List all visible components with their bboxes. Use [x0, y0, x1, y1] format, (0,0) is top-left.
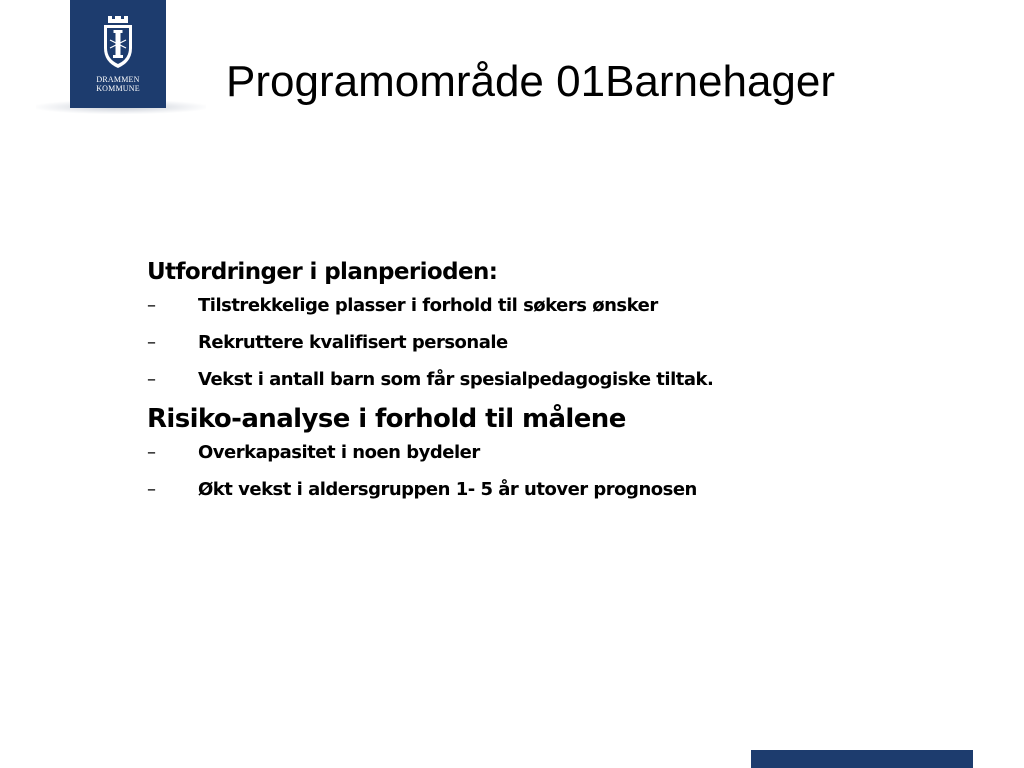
- list-item: [147, 368, 927, 392]
- dash-bullet: –: [147, 479, 156, 500]
- list-item-text: Økt vekst i aldersgruppen 1- 5 år utover prognosen: [198, 479, 697, 500]
- slide-title: Programområde 01Barnehager: [226, 57, 836, 106]
- coat-of-arms-icon: [100, 14, 136, 72]
- dash-bullet: –: [147, 332, 156, 353]
- risk-list: [147, 441, 927, 502]
- list-item: [147, 478, 927, 502]
- drammen-kommune-logo: [70, 0, 166, 108]
- list-item: [147, 331, 927, 355]
- footer-bar: [751, 750, 973, 768]
- dash-bullet: –: [147, 369, 156, 390]
- list-item-text: Tilstrekkelige plasser i forhold til søkers ønsker: [198, 295, 658, 316]
- section-heading-challenges: Utfordringer i planperioden:: [147, 259, 498, 285]
- dash-bullet: –: [147, 295, 156, 316]
- list-item-text: Overkapasitet i noen bydeler: [198, 442, 480, 463]
- dash-bullet: –: [147, 442, 156, 463]
- list-item: [147, 441, 927, 465]
- list-item-text: Vekst i antall barn som får spesialpedagogiske tiltak.: [198, 369, 714, 390]
- challenges-list: [147, 294, 927, 392]
- list-item: [147, 294, 927, 318]
- list-item-text: Rekruttere kvalifisert personale: [198, 332, 508, 353]
- logo-text-kommune: KOMMUNE: [96, 84, 140, 93]
- section-heading-risk-analysis: Risiko-analyse i forhold til målene: [147, 404, 626, 434]
- logo-text-drammen: DRAMMEN: [96, 75, 140, 84]
- slide-body: [147, 252, 927, 515]
